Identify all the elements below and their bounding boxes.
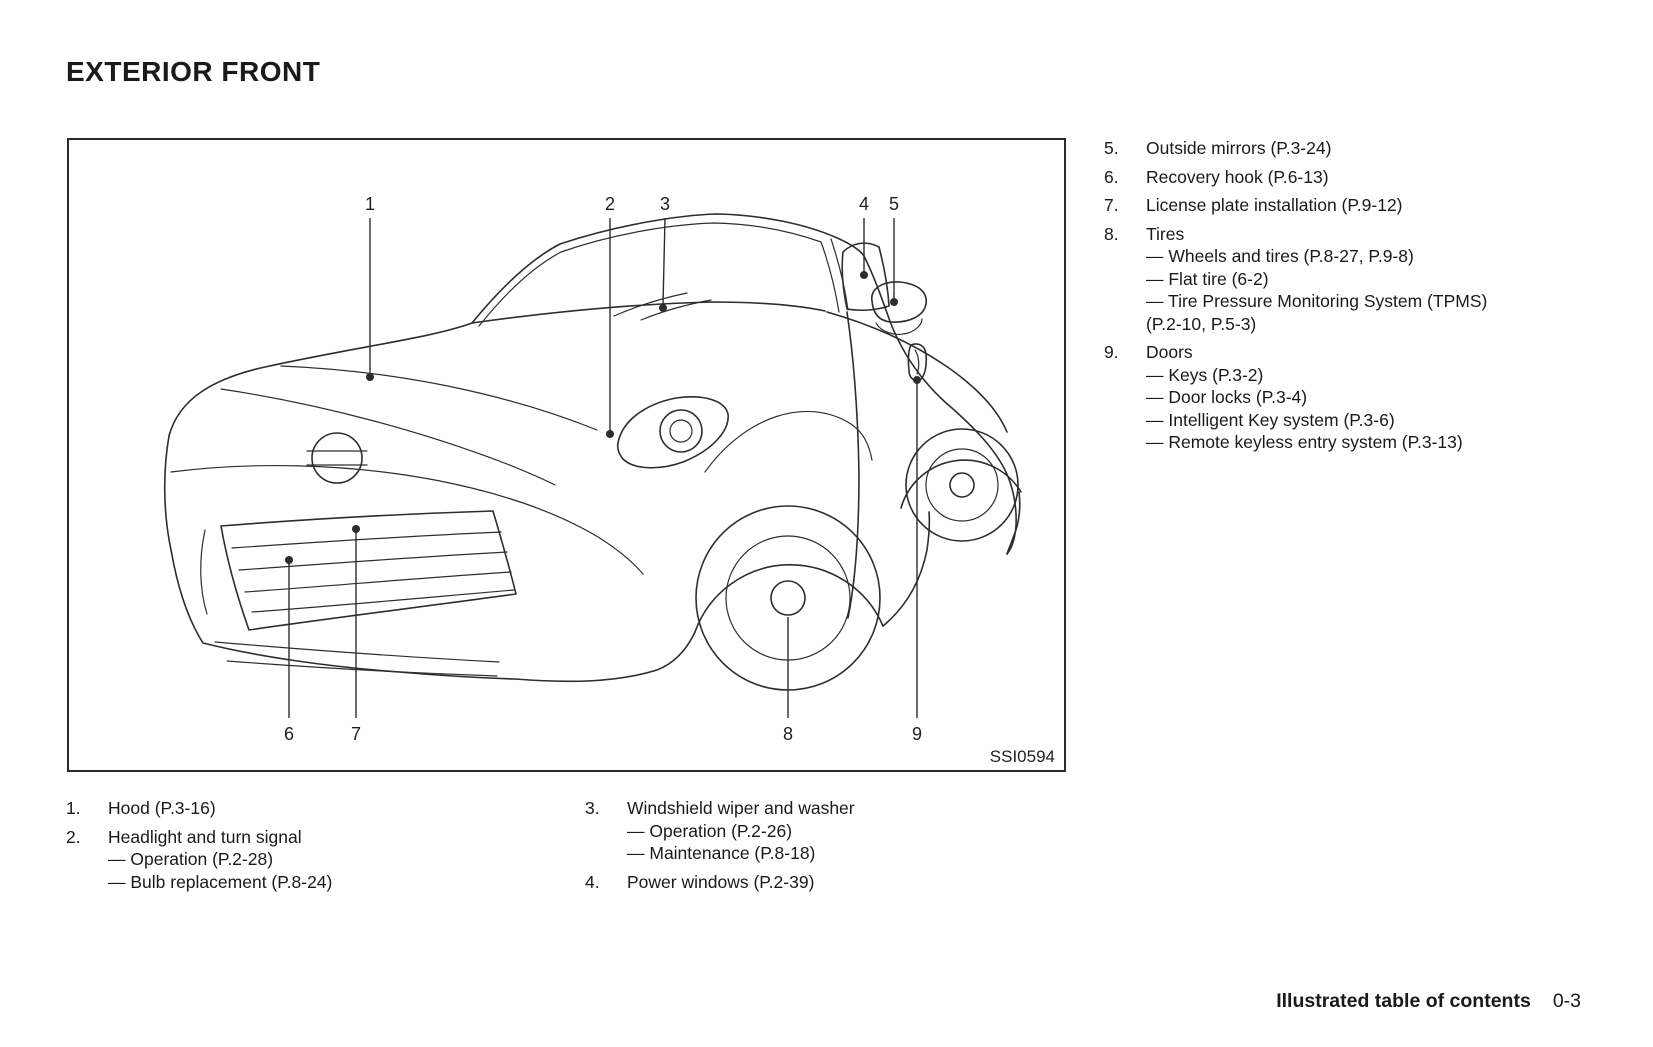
callout-8: 8 [782,724,794,744]
part-label: Headlight and turn signal [108,826,302,847]
part-number: 7. [1104,195,1119,215]
part-item [1104,138,1544,160]
callout-6: 6 [283,724,295,744]
part-number: 8. [1104,223,1119,244]
car-line-art [69,140,1064,770]
callout-5: 5 [888,194,900,214]
part-item [1104,342,1544,364]
part-subitem: — Intelligent Key system (P.3-6) [1146,409,1395,430]
part-subitem: — Operation (P.2-26) [627,820,793,841]
footer-page-number: 0-3 [1552,990,1581,1012]
part-item [66,827,536,849]
car-body-drawing [165,214,1021,690]
part-number: 6. [1104,166,1119,187]
part-item [1104,224,1544,246]
callout-2: 2 [604,194,616,214]
callout-3: 3 [659,194,671,214]
parts-list-bottom-middle [585,791,1055,893]
figure-code: SSI0594 [989,747,1055,766]
brand-badge [312,433,362,483]
part-item [585,872,1055,894]
part-label: License plate installation (P.9-12) [1146,195,1403,215]
part-item [1104,195,1544,217]
part-subitem: — Tire Pressure Monitoring System (TPMS) [1146,291,1488,311]
part-subitem: — Keys (P.3-2) [1146,364,1264,385]
callout-4: 4 [858,194,870,214]
part-item [1104,167,1544,189]
rear-wheel [906,429,1018,541]
part-label: Recovery hook (P.6-13) [1146,166,1329,187]
callout-9: 9 [911,724,923,744]
part-number: 4. [585,871,600,892]
part-subitem: — Flat tire (6-2) [1146,268,1269,289]
part-number: 9. [1104,342,1119,362]
page-title: EXTERIOR FRONT [66,56,321,87]
part-subitem: — Bulb replacement (P.8-24) [108,871,333,892]
part-subitem: — Operation (P.2-28) [108,849,274,869]
footer-section-title: Illustrated table of contents [1276,990,1531,1012]
part-subitem: — Maintenance (P.8-18) [627,843,816,863]
callout-leader-lines [285,218,921,718]
part-label: Outside mirrors (P.3-24) [1146,138,1332,158]
part-label: Hood (P.3-16) [108,798,216,818]
part-subitem: — Wheels and tires (P.8-27, P.9-8) [1146,246,1414,266]
part-number: 1. [66,798,81,818]
part-item [66,798,536,820]
part-label: Power windows (P.2-39) [627,871,815,892]
part-label: Windshield wiper and washer [627,798,855,818]
part-subitem: — Door locks (P.3-4) [1146,387,1308,407]
callout-numbers [284,194,922,744]
part-number: 5. [1104,138,1119,158]
callout-7: 7 [350,724,362,744]
part-label: Tires [1146,223,1185,244]
part-label: Doors [1146,342,1193,362]
parts-list-right [1104,131,1544,454]
page-footer [1276,990,1581,1013]
part-subitem: — Remote keyless entry system (P.3-13) [1146,432,1463,452]
parts-list-bottom-left [66,791,536,893]
part-number: 3. [585,798,600,818]
part-number: 2. [66,826,81,847]
callout-1: 1 [364,194,376,214]
exterior-front-figure [67,138,1066,772]
part-subitem: (P.2-10, P.5-3) [1146,313,1257,334]
part-item [585,798,1055,820]
